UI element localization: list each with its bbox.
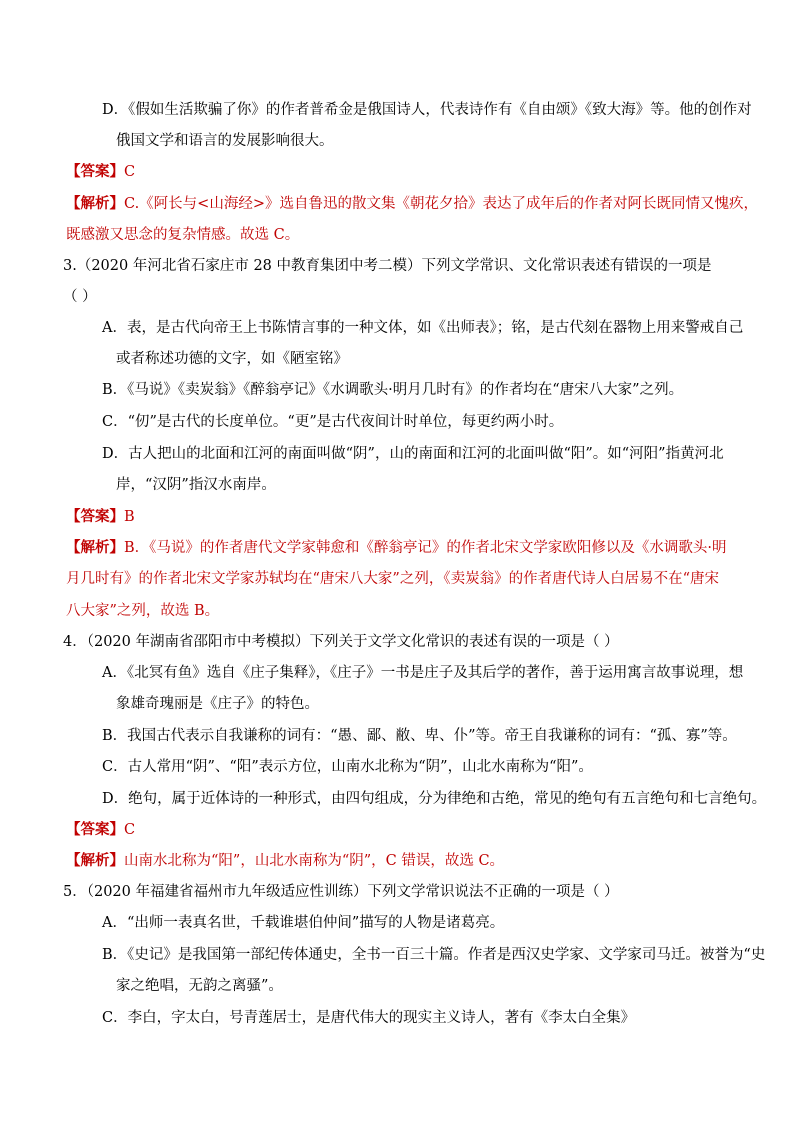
q3-option-d-line1: D．古人把山的北面和江河的南面叫做“阴”，山的南面和江河的北面叫做“阳”。如“河阳”指黄河北: [102, 446, 724, 462]
q4-option-a-line1: A．《北冥有鱼》选自《庄子集释》，《庄子》一书是庄子及其后学的著作，善于运用寓言故事说理，想: [102, 665, 744, 681]
answer-value: C: [124, 164, 136, 180]
analysis-tag: 【解析】: [66, 539, 124, 556]
q3-analysis-line2: 月几时有》的作者北宋文学家苏轼均在“唐宋八大家”之列，《卖炭翁》的作者唐代诗人白居易不在“唐宋: [66, 571, 719, 587]
q3-answer: [66, 507, 736, 527]
answer-value: B: [124, 509, 135, 525]
q4-answer: [66, 820, 736, 840]
q2-option-d-line2: 俄国文学和语言的发展影响很大。: [116, 133, 334, 149]
q4-option-c: C．古人常用“阴”、“阳”表示方位，山南水北称为“阴”，山北水南称为“阳”。: [102, 759, 593, 775]
q3-stem-line1: 3.（2020 年河北省石家庄市 28 中教育集团中考二模）下列文学常识、文化常识表述有错误的一项是: [63, 258, 712, 274]
q3-option-d-line2: 岸，“汉阴”指汉水南岸。: [116, 477, 276, 493]
q5-option-b-line1: B．《史记》是我国第一部纪传体通史，全书一百三十篇。作者是西汉史学家、文学家司马迁。被誉为“史: [102, 947, 766, 963]
q3-stem-line2: （ ）: [63, 289, 97, 305]
q2-analysis-line1: [66, 194, 758, 214]
q3-option-b: B．《马说》《卖炭翁》《醉翁亭记》《水调歌头·明月几时有》的作者均在“唐宋八大家”之列。: [102, 382, 684, 398]
q2-analysis-line2: 既感激又思念的复杂情感。故选 C。: [66, 227, 300, 243]
q5-stem: 5．（2020 年福建省福州市九年级适应性训练）下列文学常识说法不正确的一项是（ ）: [63, 884, 619, 900]
analysis-tag: 【解析】: [66, 195, 124, 212]
q4-stem: 4．（2020 年湖南省邵阳市中考模拟）下列关于文学文化常识的表述有误的一项是（ ）: [63, 634, 619, 650]
q2-option-d-line1: D．《假如生活欺骗了你》的作者普希金是俄国诗人，代表诗作有《自由颂》《致大海》等。他的创作对: [102, 102, 752, 118]
q2-answer: [66, 162, 736, 182]
analysis-text: C.《阿长与<山海经>》选自鲁迅的散文集《朝花夕拾》表达了成年后的作者对阿长既同情又愧疚，: [124, 196, 758, 212]
q3-option-c: C．“仞”是古代的长度单位。“更”是古代夜间计时单位，每更约两小时。: [102, 414, 564, 430]
q4-option-a-line2: 象雄奇瑰丽是《庄子》的特色。: [116, 696, 319, 712]
q4-option-b: B．我国古代表示自我谦称的词有：“愚、鄙、敝、卑、仆”等。帝王自我谦称的词有：“孤、寡”等。: [102, 728, 737, 744]
q5-option-a: A．“出师一表真名世，千载谁堪伯仲间”描写的人物是诸葛亮。: [102, 915, 505, 931]
q5-option-c: C．李白，字太白，号青莲居士，是唐代伟大的现实主义诗人，著有《李太白全集》: [102, 1010, 636, 1026]
analysis-text: B．《马说》的作者唐代文学家韩愈和《醉翁亭记》的作者北宋文学家欧阳修以及《水调歌头·明: [124, 540, 727, 556]
answer-tag: 【答案】: [66, 163, 124, 180]
analysis-text: 山南水北称为“阳”，山北水南称为“阴”，C 错误，故选 C。: [124, 853, 505, 869]
q4-analysis-line1: [66, 851, 736, 871]
q3-option-a-line1: A．表，是古代向帝王上书陈情言事的一种文体，如《出师表》；铭，是古代刻在器物上用来警戒自己: [102, 320, 744, 336]
answer-tag: 【答案】: [66, 508, 124, 525]
q4-option-d: D．绝句，属于近体诗的一种形式，由四句组成，分为律绝和古绝，常见的绝句有五言绝句和七言绝句。: [102, 791, 767, 807]
q3-analysis-line3: 八大家”之列，故选 B。: [66, 603, 220, 619]
q5-option-b-line2: 家之绝唱，无韵之离骚”。: [116, 978, 283, 994]
analysis-tag: 【解析】: [66, 852, 124, 869]
q3-analysis-line1: [66, 538, 736, 558]
answer-value: C: [124, 822, 136, 838]
q3-option-a-line2: 或者称述功德的文字，如《陋室铭》: [116, 351, 348, 367]
answer-tag: 【答案】: [66, 821, 124, 838]
